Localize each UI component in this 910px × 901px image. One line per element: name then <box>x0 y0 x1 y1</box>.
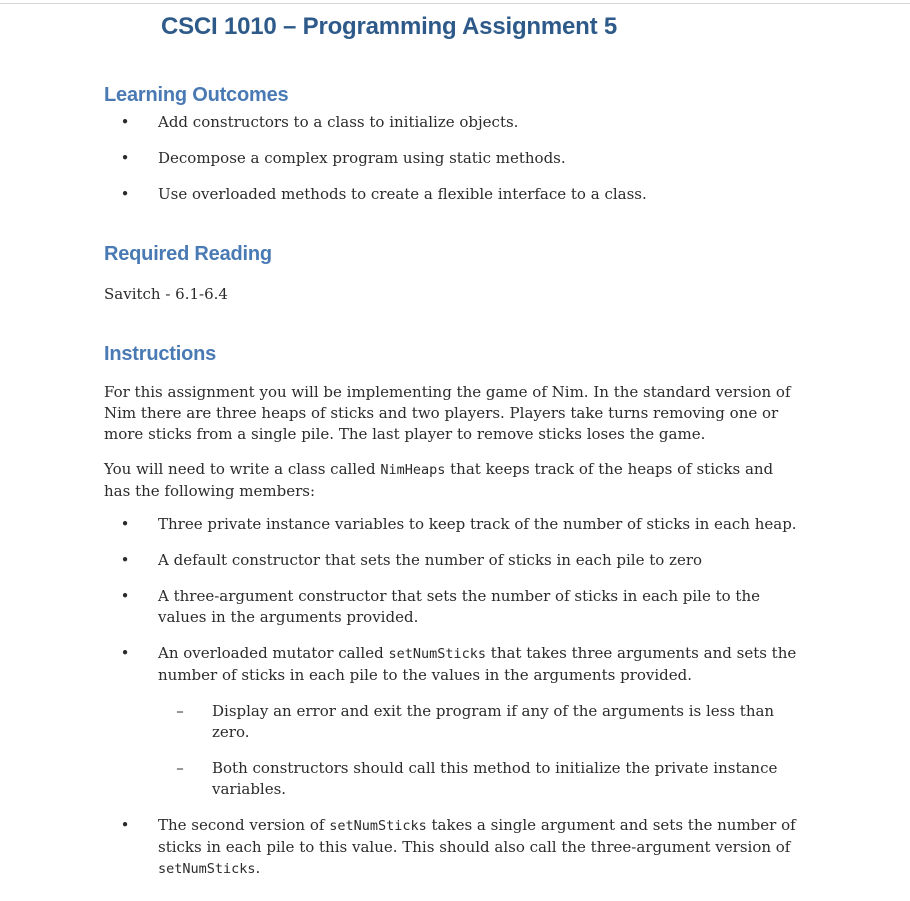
top-rule <box>0 3 910 4</box>
text-run: that takes three arguments and sets the number of sticks in each pile to the values in the arguments provided. <box>158 644 797 684</box>
dash-icon: – <box>176 702 184 720</box>
required-reading-text: Savitch - 6.1-6.4 <box>104 285 228 303</box>
list-item-text <box>158 816 796 877</box>
sub-list-item <box>104 758 804 800</box>
text-run: You will need to write a class called <box>104 460 381 478</box>
bullet-icon: • <box>120 551 130 569</box>
sub-list-item-text: Both constructors should call this method to initialize the private instance variables. <box>212 759 778 798</box>
bullet-icon: • <box>120 587 130 605</box>
bullet-icon: • <box>120 185 130 203</box>
instructions-paragraph-1: For this assignment you will be implementing the game of Nim. In the standard version of Nim there are three heaps of sticks and two players. Players take turns removing one or more sticks from a single pile. The last player to remove sticks loses the game. <box>104 383 791 443</box>
instructions-section <box>104 382 804 880</box>
class-name-code: NimHeaps <box>380 462 446 478</box>
list-item-text <box>158 644 796 684</box>
method-name-code: setNumSticks <box>388 646 487 662</box>
list-item-text: Add constructors to a class to initialize objects. <box>158 113 519 131</box>
list-item <box>104 112 804 133</box>
list-item-text: A default constructor that sets the number of sticks in each pile to zero <box>158 551 703 569</box>
learning-outcomes-list <box>104 112 804 205</box>
list-item-text: Three private instance variables to keep track of the number of sticks in each heap. <box>158 515 797 533</box>
sub-list-item-text: Display an error and exit the program if any of the arguments is less than zero. <box>212 702 775 741</box>
text-run: . <box>255 859 261 877</box>
method-name-code: setNumSticks <box>329 818 427 834</box>
dash-icon: – <box>176 759 184 777</box>
list-item-text: A three-argument constructor that sets the number of sticks in each pile to the values in the arguments provided. <box>158 587 760 626</box>
list-item <box>104 550 804 571</box>
bullet-icon: • <box>120 644 130 662</box>
text-run: takes a single argument and sets the number of sticks in each pile to this value. This should also call the three-argument version of <box>158 816 796 856</box>
list-item <box>104 148 804 169</box>
text-run: The second version of <box>158 816 330 834</box>
text-run: that keeps track of the heaps of sticks and has the following members: <box>104 460 774 500</box>
learning-outcomes-heading: Learning Outcomes <box>104 84 289 106</box>
list-item-text: Decompose a complex program using static methods. <box>158 149 566 167</box>
bullet-icon: • <box>120 816 130 834</box>
bullet-icon: • <box>120 113 130 131</box>
list-item <box>104 643 804 686</box>
list-item <box>104 586 804 628</box>
text-run: An overloaded mutator called <box>158 644 389 662</box>
list-item <box>104 815 804 880</box>
required-reading-section <box>104 284 804 305</box>
sub-list-item <box>104 701 804 743</box>
page-title: CSCI 1010 – Programming Assignment 5 <box>160 13 618 40</box>
instructions-heading: Instructions <box>104 343 217 365</box>
bullet-icon: • <box>120 149 130 167</box>
method-name-code: setNumSticks <box>158 861 256 877</box>
bullet-icon: • <box>120 515 130 533</box>
instructions-paragraph-2 <box>104 459 804 502</box>
list-item <box>104 514 804 535</box>
list-item-text: Use overloaded methods to create a flexible interface to a class. <box>158 185 647 203</box>
required-reading-heading: Required Reading <box>104 243 272 265</box>
list-item <box>104 184 804 205</box>
